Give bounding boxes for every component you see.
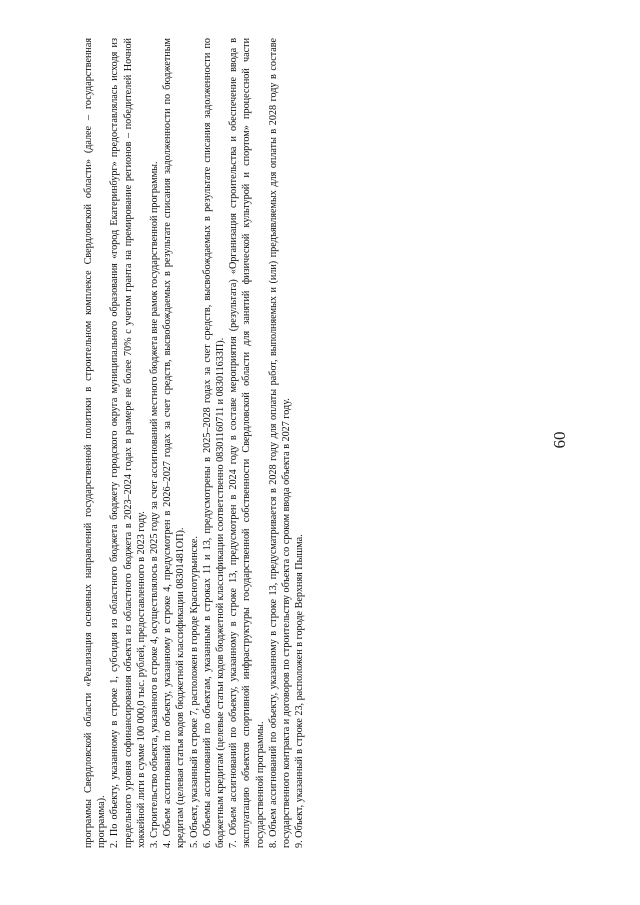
note-8: 8. Объем ассигнований по объекту, указанному в строке 13, предусматривается в 2028 году для оплаты работ, выполняемых и (или) предъявляемых для оплаты в 2028 году в составе государственного контракта и договоров по строительству объекта со сроком ввода объекта в 2027 году. [267, 38, 293, 848]
note-9: 9. Объект, указанный в строке 23, расположен в городе Верхняя Пышма. [294, 534, 306, 848]
note-6: 6. Объемы ассигнований по объектам, указанным в строках 11 и 13, предусмотрены в 2025–2028 годах за счет средств, высвобождаемых в результате списания задолженности по бюджетным кредитам (целевые статьи кодов бюджетной классификации соответственно 08301160711 и 08301163ЗП). [201, 38, 227, 848]
note-continuation: программы Свердловской области «Реализация основных направлений государственной политики в строительном комплексе Свердловской области» (далее – государственная программа). [83, 38, 108, 848]
rotated-content [82, 38, 306, 848]
note-7: 7. Объем ассигнований по объекту, указанному в строке 13, предусмотрен в 2024 году в составе мероприятия (результата) «Организация строительства и обеспечение ввода в эксплуатацию объектов спортивной инфраструктуры государственной собственности Свердловской области для занятий физической культурой и спортом» процессной части государственной программы. [228, 38, 266, 848]
page-number: 60 [550, 431, 569, 449]
note-2: 2. По объекту, указанному в строке 1, субсидия из областного бюджета бюджету городского округа муниципального образования «город Екатеринбург» предоставлялась исходя из предельного уровня софинансирования объекта из областного бюджета в 2023–2024 годах в размере не более 70% с учетом гранта на премирование регионов – победителей Ночной хоккейной лиги в сумме 100 000,0 тыс. рублей, предоставленного в 2023 году. [109, 38, 147, 848]
note-3: 3. Строительство объекта, указанного в строке 4, осуществлялось в 2025 году за счет ассигнований местного бюджета вне рамок государственной программы. [149, 161, 161, 848]
notes-block [82, 38, 306, 848]
note-5: 5. Объект, указанный в строке 7, расположен в городе Краснотурьинске. [188, 536, 200, 848]
note-4: 4. Объем ассигнований по объекту, указанному в строке 4, предусмотрен в 2026–2027 годах за счет средств, высвобождаемых в результате списания задолженности по бюджетным кредитам (целевая статья кодов бюджетной классификации 08301481ОП). [162, 38, 187, 848]
